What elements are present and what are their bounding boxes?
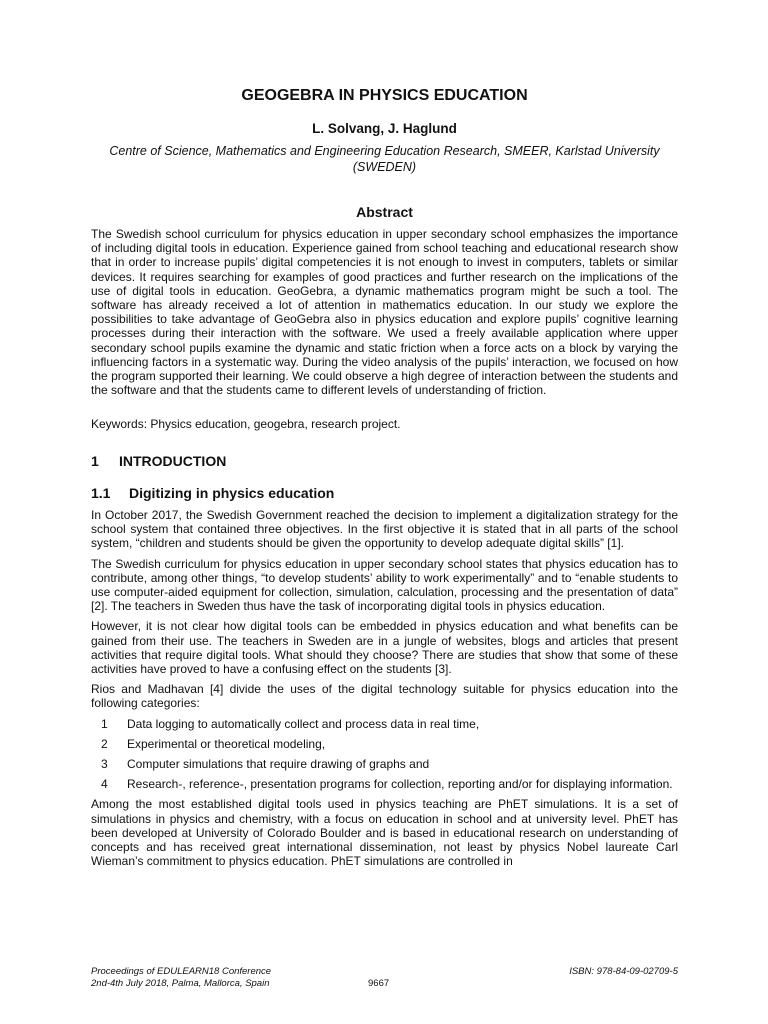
list-item-number: 4 [101, 777, 108, 792]
footer-proceedings [91, 966, 271, 990]
list-item-text: Research-, reference-, presentation programs for collection, reporting and/or for displaying information. [127, 777, 673, 792]
footer-conference: Proceedings of EDULEARN18 Conference [91, 966, 272, 977]
list-item [91, 757, 678, 771]
category-list [91, 717, 678, 792]
subsection-title: Digitizing in physics education [129, 485, 335, 501]
list-item-text: Data logging to automatically collect and process data in real time, [127, 716, 480, 731]
list-item-text: Experimental or theoretical modeling, [127, 736, 326, 751]
list-item [91, 777, 678, 791]
footer-isbn: ISBN: 978-84-09-02709-5 [569, 966, 678, 977]
section-body [91, 508, 678, 874]
footer-dates: 2nd-4th July 2018, Palma, Mallorca, Spain [91, 978, 270, 989]
list-item-number: 3 [101, 757, 108, 772]
abstract-heading: Abstract [356, 204, 413, 220]
paragraph: Among the most established digital tools used in physics teaching are PhET simulations. It is a set of simulations in physics and chemistry, with a focus on education in school and at university level. PhET has been developed at University of Colorado Boulder and is based in educational research on understanding of concepts and has received great international dissemination, not least by physics Nobel laureate Carl Wieman’s commitment to physics education. PhET simulations are controlled in [91, 797, 678, 869]
affiliation: Centre of Science, Mathematics and Engineering Education Research, SMEER, Karlstad University (SWEDEN) [109, 144, 660, 174]
authors: L. Solvang, J. Haglund [312, 121, 457, 136]
section-number: 1 [91, 453, 99, 469]
section-heading-introduction [91, 453, 226, 469]
list-item-text: Computer simulations that require drawing of graphs and [127, 757, 430, 772]
paper-title: GEOGEBRA IN PHYSICS EDUCATION [241, 87, 528, 104]
abstract-text: The Swedish school curriculum for physics education in upper secondary school emphasizes the importance of including digital tools in education. Experience gained from school teaching and educational research show that in order to increase pupils’ digital competencies it is not enough to invest in computers, tablets or similar devices. It requires searching for examples of good practices and further research on the implications of the use of digital tools in education. GeoGebra, a dynamic mathematics program might be such a tool. The software has already received a lot of attention in mathematics education. In our study we explore the possibilities to take advantage of GeoGebra also in physics education and explore pupils’ cognitive learning processes during their interaction with the software. We used a freely available application where upper secondary school pupils examine the dynamic and static friction when a force acts on a block by varying the influencing factors in a systematic way. During the video analysis of the pupils’ interaction, we focused on how the program supported their learning. We could observe a high degree of interaction between the students and the software and that the students came to different levels of understanding of friction. [91, 227, 678, 398]
paragraph: However, it is not clear how digital tools can be embedded in physics education and what benefits can be gained from their use. The teachers in Sweden are in a jungle of websites, blogs and articles that present activities that require digital tools. What should they choose? There are studies that show that some of these activities have proved to have a confusing effect on the students [3]. [91, 619, 678, 677]
subsection-number: 1.1 [91, 485, 111, 501]
section-title: INTRODUCTION [119, 453, 227, 469]
list-item [91, 717, 678, 731]
subsection-heading-digitizing [91, 485, 334, 501]
paragraph: The Swedish curriculum for physics education in upper secondary school states that physics education has to contribute, among other things, “to develop students’ ability to work experimentally” and to “enable students to use computer-aided equipment for collection, simulation, calculation, processing and the presentation of data” [2]. The teachers in Sweden thus have the task of incorporating digital tools in physics education. [91, 556, 678, 614]
keywords: Keywords: Physics education, geogebra, research project. [91, 417, 401, 431]
list-item-number: 2 [101, 736, 108, 751]
paragraph: Rios and Madhavan [4] divide the uses of the digital technology suitable for physics education into the following categories: [91, 682, 678, 711]
page-number: 9667 [368, 978, 390, 989]
list-item [91, 737, 678, 751]
paragraph: In October 2017, the Swedish Government reached the decision to implement a digitalization strategy for the school system that contained three objectives. In the first objective it is stated that in all parts of the school system, “children and students should be given the opportunity to develop adequate digital skills” [1]. [91, 508, 678, 551]
list-item-number: 1 [101, 716, 108, 731]
